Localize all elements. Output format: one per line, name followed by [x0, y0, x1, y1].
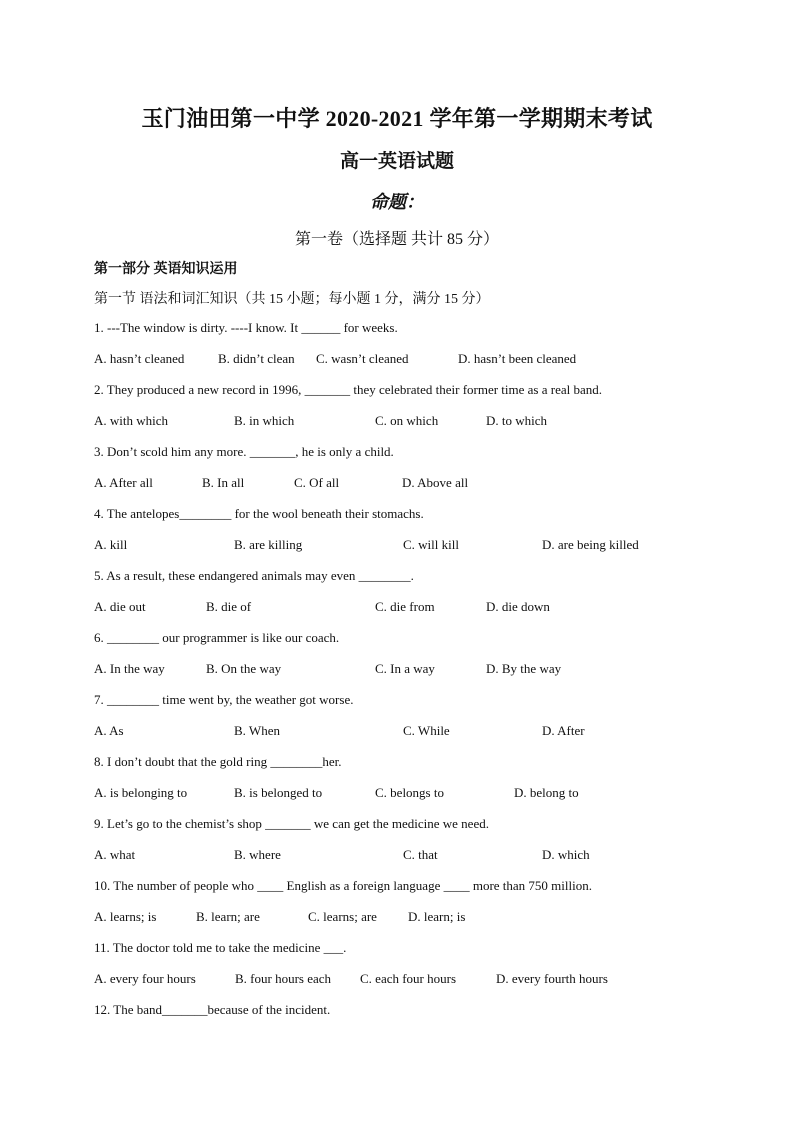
option-b: B. is belonged to — [234, 785, 323, 800]
option-b: B. where — [234, 847, 281, 862]
exam-title: 玉门油田第一中学 2020-2021 学年第一学期期末考试 — [141, 106, 653, 131]
option-a: A. is belonging to — [94, 785, 188, 800]
option-b: B. in which — [234, 413, 295, 428]
option-b: B. die of — [206, 599, 252, 614]
option-row — [94, 473, 714, 504]
option-c: C. wasn’t cleaned — [316, 351, 409, 366]
option-b: B. In all — [202, 475, 245, 490]
volume-heading: 第一卷（选择题 共计 85 分） — [294, 231, 499, 248]
option-c: C. will kill — [403, 537, 459, 552]
option-a: A. every four hours — [94, 971, 196, 986]
question-stem: 8. I don’t doubt that the gold ring ________her. — [94, 754, 342, 769]
option-c: C. learns; are — [308, 909, 377, 924]
option-d: D. After — [542, 723, 585, 738]
option-c: C. die from — [375, 599, 435, 614]
option-d: D. learn; is — [408, 909, 466, 924]
question-stem: 3. Don’t scold him any more. _______, he is only a child. — [94, 444, 394, 459]
question-stem: 12. The band_______because of the incident. — [94, 1002, 331, 1017]
option-c: C. belongs to — [375, 785, 444, 800]
option-b: B. When — [234, 723, 280, 738]
option-row — [94, 969, 714, 1000]
option-c: C. Of all — [294, 475, 340, 490]
option-b: B. four hours each — [235, 971, 332, 986]
option-row — [94, 597, 714, 628]
section-heading: 第一节 语法和词汇知识（共 15 小题；每小题 1 分，满分 15 分） — [94, 292, 490, 307]
question-stem: 9. Let’s go to the chemist’s shop _______ we can get the medicine we need. — [94, 816, 489, 831]
question-stem: 4. The antelopes________ for the wool beneath their stomachs. — [94, 506, 424, 521]
question-stem: 10. The number of people who ____ English as a foreign language ____ more than 750 million. — [94, 878, 592, 893]
option-b: B. didn’t clean — [218, 351, 295, 366]
option-a: A. In the way — [94, 661, 165, 676]
question-stem: 6. ________ our programmer is like our coach. — [94, 630, 340, 645]
option-row — [94, 783, 714, 814]
option-d: D. are being killed — [542, 537, 639, 552]
option-d: D. to which — [486, 413, 548, 428]
option-d: D. which — [542, 847, 590, 862]
question-stem: 11. The doctor told me to take the medicine ___. — [94, 940, 347, 955]
question-stem: 1. ---The window is dirty. ----I know. It ______ for weeks. — [94, 320, 398, 335]
option-d: D. By the way — [486, 661, 562, 676]
option-c: C. In a way — [375, 661, 435, 676]
option-c: C. each four hours — [360, 971, 457, 986]
option-a: A. learns; is — [94, 909, 157, 924]
option-a: A. After all — [94, 475, 153, 490]
proposer-label: 命题： — [370, 192, 424, 212]
option-d: D. every fourth hours — [496, 971, 608, 986]
option-b: B. learn; are — [196, 909, 260, 924]
option-c: C. on which — [375, 413, 439, 428]
exam-subtitle: 高一英语试题 — [339, 151, 454, 172]
option-c: C. that — [403, 847, 438, 862]
option-d: D. die down — [486, 599, 550, 614]
option-d: D. Above all — [402, 475, 469, 490]
option-d: D. hasn’t been cleaned — [458, 351, 577, 366]
option-row — [94, 411, 714, 442]
option-row — [94, 845, 714, 876]
question-stem: 7. ________ time went by, the weather got worse. — [94, 692, 354, 707]
question-stem: 2. They produced a new record in 1996, _______ they celebrated their former time as a real band. — [94, 382, 603, 397]
option-a: A. As — [94, 723, 124, 738]
option-row — [94, 349, 714, 380]
question-list — [94, 318, 714, 1031]
option-c: C. While — [403, 723, 450, 738]
option-b: B. are killing — [234, 537, 303, 552]
option-a: A. kill — [94, 537, 128, 552]
question-stem: 5. As a result, these endangered animals may even ________. — [94, 568, 414, 583]
option-row — [94, 659, 714, 690]
option-a: A. hasn’t cleaned — [94, 351, 185, 366]
option-a: A. die out — [94, 599, 146, 614]
option-b: B. On the way — [206, 661, 282, 676]
part-heading: 第一部分 英语知识运用 — [94, 262, 238, 277]
option-row — [94, 535, 714, 566]
option-a: A. with which — [94, 413, 169, 428]
option-d: D. belong to — [514, 785, 579, 800]
option-row — [94, 907, 714, 938]
option-row — [94, 721, 714, 752]
option-a: A. what — [94, 847, 136, 862]
